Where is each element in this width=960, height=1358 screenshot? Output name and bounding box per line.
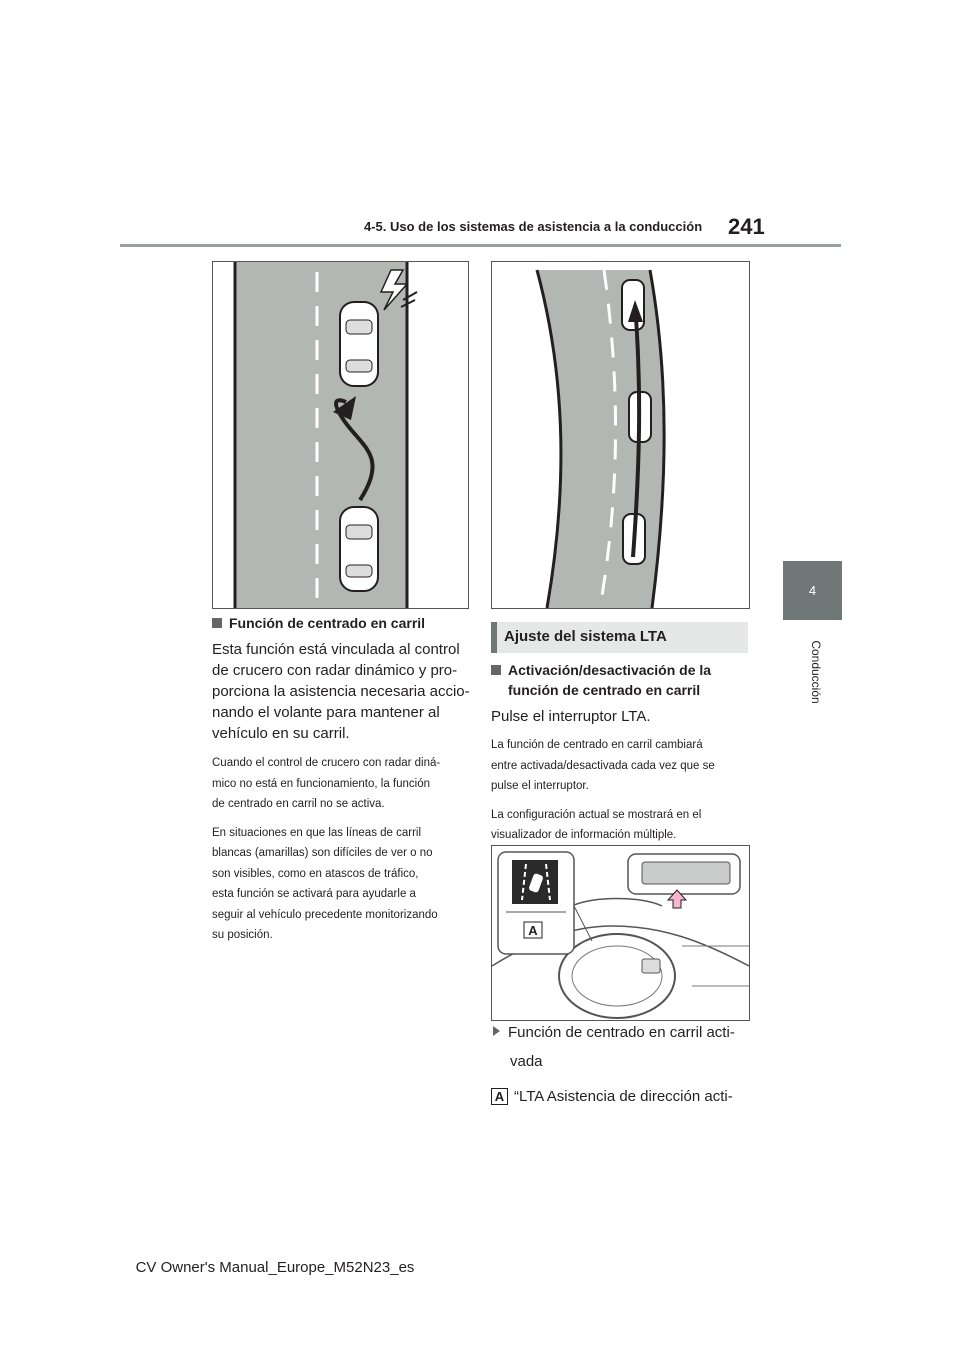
chapter-label (806, 633, 823, 713)
toggle-note-1 (491, 735, 749, 797)
label-a-box: A (491, 1088, 508, 1105)
car-bottom-icon (340, 507, 378, 591)
chapter-tab (783, 561, 842, 620)
triangle-bullet-icon (493, 1026, 500, 1036)
left-column (212, 613, 470, 946)
figure-lane-departure (212, 261, 469, 609)
status-list (491, 1022, 749, 1107)
section-title: Ajuste del sistema LTA (504, 628, 667, 645)
square-bullet-icon (212, 618, 222, 628)
heading-line: función de centrado en carril (508, 682, 701, 698)
page-number: 241 (728, 214, 765, 239)
footer-text: CV Owner's Manual_Europe_M52N23_es (135, 1259, 415, 1276)
section-header-title: 4-5. Uso de los sistemas de asistencia a la conducción (364, 219, 703, 234)
instruction-text: Pulse el interruptor LTA. (491, 708, 651, 725)
note-line: En situaciones en que las líneas de carril (212, 826, 422, 839)
note-line: seguir al vehículo precedente monitorizando (212, 908, 438, 921)
figure-lta-switch (491, 845, 750, 1021)
bullet-line: vada (510, 1053, 543, 1070)
note-line: visualizador de información múltiple. (491, 829, 677, 841)
note-line: Cuando el control de crucero con radar diná- (212, 757, 441, 769)
bullet-line: Función de centrado en carril acti- (508, 1024, 735, 1041)
paragraph-line: nando el volante para mantener al (212, 704, 440, 721)
paragraph-line: Esta función está vinculada al control (212, 641, 460, 658)
note-line: mico no está en funcionamiento, la función (212, 777, 430, 790)
note-line: La configuración actual se mostrará en el (491, 808, 702, 821)
car-top-icon (340, 302, 378, 386)
header-rule (120, 244, 841, 247)
square-bullet-icon (491, 665, 501, 675)
toggle-heading (491, 660, 749, 700)
note-line: de centrado en carril no se activa. (212, 798, 385, 810)
lane-centering-heading (212, 613, 470, 633)
note-line: pulse el interruptor. (491, 780, 589, 792)
paragraph-line: de crucero con radar dinámico y pro- (212, 662, 458, 679)
section-accent (491, 622, 497, 653)
main-paragraph (212, 639, 470, 744)
heading-text: Función de centrado en carril (229, 615, 426, 631)
figure-lane-centering (491, 261, 750, 609)
callout-a-label: A (528, 923, 538, 938)
note-line: La función de centrado en carril cambiará (491, 739, 703, 751)
right-column (491, 660, 749, 846)
note-line: su posición. (212, 929, 273, 941)
bullet-item (491, 1022, 749, 1072)
chapter-label-text: Conducción (809, 640, 823, 704)
note-line: entre activada/desactivada cada vez que se (491, 759, 715, 772)
note-paragraph-2 (212, 823, 470, 946)
heading-line: Activación/desactivación de la (508, 662, 712, 678)
note-line: son visibles, como en atascos de tráfico, (212, 867, 419, 880)
paragraph-line: porciona la asistencia necesaria accio- (212, 683, 470, 700)
car-lead-icon (622, 280, 644, 330)
paragraph-line: vehículo en su carril. (212, 725, 350, 742)
label-item (491, 1086, 749, 1107)
toggle-note-2 (491, 805, 749, 846)
note-paragraph-1 (212, 753, 470, 815)
chapter-number: 4 (808, 583, 817, 598)
note-line: blancas (amarillas) son difíciles de ver o no (212, 847, 433, 859)
label-item-text: “LTA Asistencia de dirección acti- (514, 1088, 733, 1105)
section-title-bar (491, 622, 748, 653)
note-line: esta función se activará para ayudarle a (212, 888, 416, 900)
